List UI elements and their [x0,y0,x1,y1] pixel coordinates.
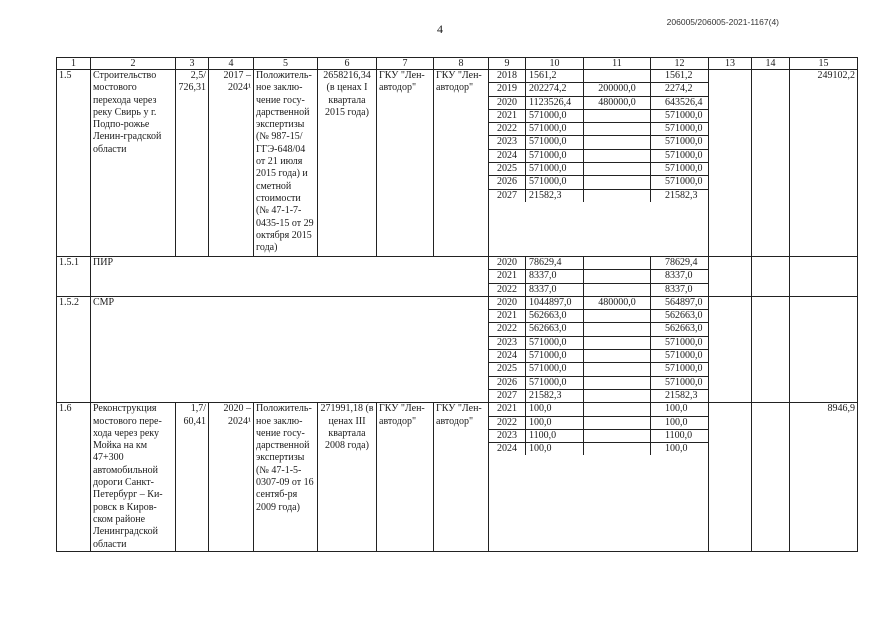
subitem-name: ПИР [91,257,489,297]
regional-value-cell: 571000,0 [651,377,709,390]
regional-value-cell: 571000,0 [651,163,709,176]
row-number: 1.6 [57,403,91,552]
header-cell: 12 [651,58,709,70]
regional-value-cell: 571000,0 [651,150,709,163]
year-cell: 2023 [489,136,526,149]
regional-value-cell: 2274,2 [651,83,709,96]
total-value-cell: 562663,0 [526,323,584,336]
customer-cell: ГКУ "Лен-автодор" [377,70,434,257]
col13-cell [709,70,752,257]
year-cell: 2022 [489,284,526,296]
period-cell: 2020 – 2024¹ [209,403,254,552]
page-number: 4 [437,22,443,36]
col13-cell [709,257,752,297]
total-value-cell: 8337,0 [526,284,584,296]
federal-value-cell [584,176,651,189]
regional-value-cell: 8337,0 [651,270,709,283]
year-cell: 2019 [489,83,526,96]
year-cell: 2022 [489,323,526,336]
year-cell: 2020 [489,297,526,310]
col15-cell [790,257,858,297]
years-grid [489,297,708,402]
object-name: Реконструкция мостового пере-хода через реку Мойка на км 47+300 автомобильной дороги Санкт-Петербург – Ки-ровск в Киров-ском районе Ленинградской области [91,403,176,552]
developer-cell: ГКУ "Лен-автодор" [434,70,489,257]
regional-value-cell: 78629,4 [651,257,709,270]
federal-value-cell [584,150,651,163]
federal-value-cell [584,337,651,350]
federal-value-cell [584,270,651,283]
year-cell: 2024 [489,443,526,455]
year-cell: 2023 [489,337,526,350]
years-block [489,296,709,402]
federal-value-cell [584,403,651,416]
year-cell: 2025 [489,163,526,176]
year-cell: 2022 [489,417,526,430]
row-number: 1.5 [57,70,91,257]
years-block [489,403,709,552]
table-row [57,257,858,297]
col15-cell: 8946,9 [790,403,858,552]
table-row [57,70,858,257]
program-table [56,57,858,552]
total-value-cell: 100,0 [526,443,584,455]
total-value-cell: 1561,2 [526,70,584,83]
years-grid [489,257,708,296]
subitem-name: СМР [91,296,489,402]
federal-value-cell [584,363,651,376]
header-row [57,58,858,70]
col15-cell: 249102,2 [790,70,858,257]
year-cell: 2026 [489,176,526,189]
federal-value-cell [584,390,651,402]
header-cell: 13 [709,58,752,70]
federal-value-cell [584,136,651,149]
row-number: 1.5.2 [57,296,91,402]
regional-value-cell: 571000,0 [651,337,709,350]
year-cell: 2022 [489,123,526,136]
year-cell: 2026 [489,377,526,390]
total-value-cell: 571000,0 [526,337,584,350]
developer-cell: ГКУ "Лен-автодор" [434,403,489,552]
years-block [489,70,709,257]
table-row [57,296,858,402]
federal-value-cell [584,430,651,443]
regional-value-cell: 571000,0 [651,123,709,136]
total-value-cell: 1044897,0 [526,297,584,310]
total-value-cell: 21582,3 [526,190,584,202]
header-cell: 10 [526,58,584,70]
capacity-cell: 2,5/ 726,31 [176,70,209,257]
federal-value-cell [584,123,651,136]
year-cell: 2020 [489,257,526,270]
expertise-cell: Положитель-ное заклю-чение госу-дарственной экспертизы (№ 47-1-5-0307-09 от 16 сентяб-ря 2009 года) [254,403,318,552]
total-value-cell: 571000,0 [526,350,584,363]
federal-value-cell: 200000,0 [584,83,651,96]
total-value-cell: 78629,4 [526,257,584,270]
years-grid [489,70,708,202]
header-cell: 9 [489,58,526,70]
regional-value-cell: 571000,0 [651,136,709,149]
total-value-cell: 571000,0 [526,123,584,136]
regional-value-cell: 562663,0 [651,323,709,336]
federal-value-cell [584,350,651,363]
federal-value-cell [584,310,651,323]
federal-value-cell [584,443,651,455]
header-cell: 3 [176,58,209,70]
regional-value-cell: 1100,0 [651,430,709,443]
total-value-cell: 1123526,4 [526,97,584,110]
header-cell: 14 [752,58,790,70]
year-cell: 2024 [489,350,526,363]
regional-value-cell: 100,0 [651,403,709,416]
col13-cell [709,403,752,552]
years-grid [489,403,708,455]
regional-value-cell: 8337,0 [665,283,693,295]
header-cell: 4 [209,58,254,70]
federal-value-cell [584,417,651,430]
header-cell: 7 [377,58,434,70]
federal-value-cell [584,70,651,83]
total-value-cell: 571000,0 [526,176,584,189]
total-value-cell: 571000,0 [526,363,584,376]
table-row [57,403,858,552]
federal-value-cell [584,284,651,296]
header-cell: 11 [584,58,651,70]
cost-cell: 271991,18 (в ценах III квартала 2008 года) [318,403,377,552]
regional-value-cell: 1561,2 [651,70,709,83]
row-number: 1.5.1 [57,257,91,297]
regional-value-cell: 571000,0 [651,176,709,189]
year-cell: 2024 [489,150,526,163]
year-cell: 2021 [489,110,526,123]
col13-cell [709,296,752,402]
year-cell: 2025 [489,363,526,376]
total-value-cell: 562663,0 [526,310,584,323]
customer-cell: ГКУ "Лен-автодор" [377,403,434,552]
federal-value-cell [584,323,651,336]
total-value-cell: 1100,0 [526,430,584,443]
year-cell: 2023 [489,430,526,443]
total-value-cell: 571000,0 [526,377,584,390]
total-value-cell: 100,0 [526,417,584,430]
federal-value-cell [584,190,651,202]
period-cell: 2017 – 2024¹ [209,70,254,257]
capacity-cell: 1,7/ 60,41 [176,403,209,552]
year-cell: 2021 [489,270,526,283]
col14-cell [752,296,790,402]
federal-value-cell [584,163,651,176]
year-cell: 2020 [489,97,526,110]
total-value-cell: 100,0 [526,403,584,416]
federal-value-cell [584,257,651,270]
object-name: Строительство мостового перехода через реку Свирь у г. Подпо-рожье Ленин-градской области [91,70,176,257]
regional-value-cell: 571000,0 [651,350,709,363]
regional-value-cell: 21582,3 [665,389,698,401]
regional-value-cell: 100,0 [651,417,709,430]
regional-value-cell: 564897,0 [651,297,709,310]
header-cell: 1 [57,58,91,70]
col14-cell [752,257,790,297]
year-cell: 2018 [489,70,526,83]
header-cell: 2 [91,58,176,70]
regional-value-cell: 562663,0 [651,310,709,323]
federal-value-cell: 480000,0 [584,97,651,110]
total-value-cell: 21582,3 [526,390,584,402]
year-cell: 2027 [489,390,526,402]
regional-value-cell: 643526,4 [651,97,709,110]
col15-cell [790,296,858,402]
header-cell: 8 [434,58,489,70]
year-cell: 2027 [489,190,526,202]
total-value-cell: 571000,0 [526,110,584,123]
col14-cell [752,70,790,257]
total-value-cell: 8337,0 [526,270,584,283]
regional-value-cell: 100,0 [665,443,688,455]
total-value-cell: 202274,2 [526,83,584,96]
year-cell: 2021 [489,310,526,323]
regional-value-cell: 571000,0 [651,110,709,123]
federal-value-cell: 480000,0 [584,297,651,310]
header-cell: 6 [318,58,377,70]
total-value-cell: 571000,0 [526,163,584,176]
header-cell: 15 [790,58,858,70]
regional-value-cell: 571000,0 [651,363,709,376]
document-code: 206005/206005-2021-1167(4) [666,17,779,27]
total-value-cell: 571000,0 [526,150,584,163]
cost-cell: 2658216,34 (в ценах I квартала 2015 года) [318,70,377,257]
header-cell: 5 [254,58,318,70]
federal-value-cell [584,110,651,123]
total-value-cell: 571000,0 [526,136,584,149]
years-block [489,257,709,297]
col14-cell [752,403,790,552]
regional-value-cell: 21582,3 [665,189,698,201]
year-cell: 2021 [489,403,526,416]
expertise-cell: Положитель-ное заклю-чение госу-дарственной экспертизы (№ 987-15/ ГГЭ-648/04 от 21 июля 2015 года) и сметной стоимости (№ 47-1-7-0435-15 от 29 октября 2015 года) [254,70,318,257]
federal-value-cell [584,377,651,390]
